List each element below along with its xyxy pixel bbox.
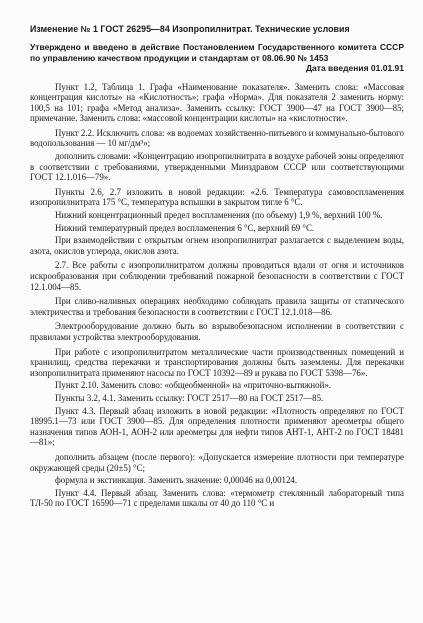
paragraph-electrical-equipment: Электрооборудование должно быть во взрывобезопасном исполнении в соответствии с правилами устройства электрооборудования. [30,321,404,342]
paragraph-fire-decomposition: При взаимодействии с открытым огнем изопропилнитрат разлагается с выделением воды, азота, окислов углерода, окислов азота. [30,235,404,256]
introduction-date: Дата введения 01.01.91 [306,63,404,73]
paragraph-item-4-4: Пункт 4.4. Первый абзац. Заменить слова: «термометр стеклянный лабораторный типа ТЛ-50 по ГОСТ 16590—71 с пределами шкалы от 40 до 110 °С и [30,487,404,509]
paragraph-item-4-3-addition: дополнить абзацем (после первого): «Допускается измерение плотности при температуре окружающей среды (20±5) °С; [30,451,404,473]
document-title: Изменение № 1 ГОСТ 26295—84 Изопропилнитрат. Технические условия [30,24,350,34]
paragraph-item-2-10: Пункт 2.10. Заменить слово: «общеобменной» на «приточно-вытяжной». [55,380,332,391]
paragraph-items-3-2-4-1: Пункты 3.2, 4.1. Заменить ссылку: ГОСТ 2517—80 на ГОСТ 2517—85. [55,392,324,403]
paragraph-item-1-2: Пункт 1.2, Таблица 1. Графа «Наименование показателя». Заменить слова: «Массовая концентрация кислоты» на «Кислотность»; графа «Норма». Для показателя 2 заменить норму: 100,5 на 101; графа «Метод анализа». Заменить ссылку: ГОСТ 3900—47 на ГОСТ 3900—85; примечание. Заменить слова: «массовой концентрации кислоты» на «кислотности». [30,81,404,124]
paragraph-concentration-limit: Нижний концентрационный предел воспламенения (по объему) 1,9 %, верхний 100 %. [55,210,383,221]
paragraph-item-4-3: Пункт 4.3. Первый абзац изложить в новой редакции: «Плотность определяют по ГОСТ 18995.1—73 или ГОСТ 3900—85. Для определения плотности применяют ареометры общего назначения типов АОН-1, АОН-2 или ареометры для нефти типов АНТ-1, АНТ-2 по ГОСТ 18481—81»; [30,405,404,448]
paragraph-item-2-2-addition: дополнить словами: «Концентрацию изопропилнитрата в воздухе рабочей зоны определяют в соответствии с требованиями, утвержденными Минздравом СССР или соответствующими ГОСТ 12.1.016—79». [30,151,404,183]
approval-statement: Утверждено и введено в действие Постановлением Государственного комитета СССР по управлению качеством продукции и стандартам от 08.06.90 № 1453 [30,42,404,63]
paragraph-temperature-limit: Нижний температурный предел воспламенения 6 °С, верхний 69 °С. [55,222,315,233]
paragraph-formula: формула и экстинкация. Заменить значение: 0,00046 на 0,00124. [55,475,298,486]
paragraph-item-2-2: Пункт 2.2. Исключить слова: «в водоемах хозяйственно-питьевого и коммунально-бытового водопользования — 10 мг/дм³»; [30,127,404,149]
paragraph-items-2-6-2-7: Пункты 2.6, 2.7 изложить в новой редакции: «2.6. Температура самовоспламенения изопропилнитрата 175 °С, температура вспышки в закрытом тигле 6 °С. [30,186,404,208]
paragraph-static-protection: При сливо-наливных операциях необходимо соблюдать правила защиты от статического электричества и требования безопасности в соответствии с ГОСТ 12.1.018—86. [30,296,404,317]
paragraph-grounding: При работе с изопропилнитратом металлические части производственных помещений и хранилищ, средства перекачки и транспортирования должны быть заземлены. Для перекачки изопропилнитрата применяют насосы по ГОСТ 10392—89 и рукава по ГОСТ 5398—76». [30,346,404,378]
paragraph-item-2-7: 2.7. Все работы с изопропилнитратом должны проводиться вдали от огня и источников искрообразования при соблюдении требований пожарной безопасности в соответствии с ГОСТ 12.1.004—85. [30,260,404,292]
